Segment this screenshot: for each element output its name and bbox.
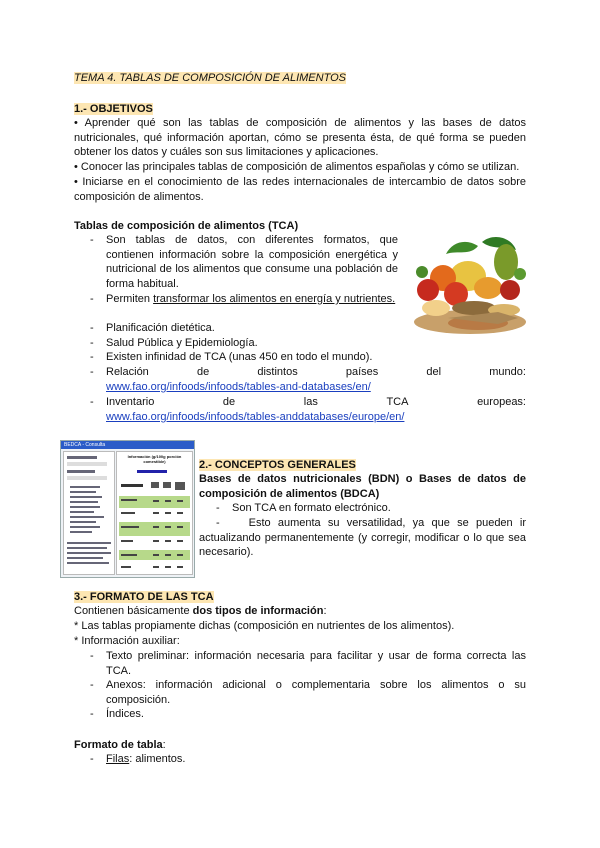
objective-1: • Aprender qué son las tablas de composición de alimentos y las bases de datos nutricionales, qué información aportan, cómo se presenta ésta, de qué forma se pueden obtener los datos y cuáles son sus limitaciones y aplicaciones. — [74, 117, 526, 159]
format-intro: Contienen básicamente dos tipos de información: — [74, 605, 327, 617]
word: países — [345, 366, 379, 378]
software-screenshot-icon: BEDCA - Consulta Información (g/100g porción comestible) — [60, 440, 195, 578]
word: del — [426, 366, 442, 378]
list-item: - Inventario de las TCA europeas: www.fao.org/infoods/infoods/tables-anddatabases/europe/en/ — [90, 396, 526, 423]
word: las — [303, 396, 318, 408]
section-3-heading: 3.- FORMATO DE LAS TCA — [74, 591, 214, 603]
word: europeas: — [477, 396, 526, 408]
tca-list: - Son tablas de datos, con diferentes formatos, que contienen información sobre la composición energética y nutricional de los alimentos que consume una población de forma habitual. - Permiten transformar los alimentos en energía y nutrientes. - Planificación dietética. - Salud Pública y Epidemiología. - Existen infinidad de TCA (unas 450 en todo el mundo). — [90, 234, 398, 363]
list-item: - Son TCA en formato electrónico. — [216, 502, 391, 514]
objective-2: • Conocer las principales tablas de composición de alimentos españolas y cómo se utilizan. — [74, 161, 520, 173]
word: mundo: — [489, 366, 526, 378]
word: distintos — [257, 366, 298, 378]
word: Inventario — [106, 396, 155, 408]
section-2-heading: 2.- CONCEPTOS GENERALES — [199, 459, 356, 471]
word: Relación — [106, 366, 149, 378]
list-item: - Índices. — [90, 708, 144, 720]
word: de — [222, 396, 236, 408]
objective-3: • Iniciarse en el conocimiento de las redes internacionales de intercambio de datos sobre composición de alimentos. — [74, 176, 526, 203]
bdn-item-2: - Esto aumenta su versatilidad, ya que se pueden ir actualizando permanentemente (y corregir, modificar o lo que sea necesario). — [199, 517, 527, 559]
tca-heading: Tablas de composición de alimentos (TCA) — [74, 220, 299, 232]
food-photo-icon — [408, 228, 530, 340]
table-format-heading: Formato de tabla: — [74, 739, 166, 751]
tca-item-1: Son tablas de datos, con diferentes formatos, que contienen información sobre la composición energética y nutricional de los alimentos que consume una población de forma habitual. — [106, 234, 398, 290]
section-1-heading: 1.- OBJETIVOS — [74, 103, 153, 115]
word: TCA — [386, 396, 409, 408]
bdn-heading: Bases de datos nutricionales (BDN) o Bases de datos de composición de alimentos (BDCA) — [199, 473, 526, 500]
list-item: - Anexos: información adicional o complementaria sobre los alimentos o su composición. — [90, 679, 526, 706]
format-line-1: * Las tablas propiamente dichas (composición en nutrientes de los alimentos). — [74, 620, 455, 632]
page-title: TEMA 4. TABLAS DE COMPOSICIÓN DE ALIMENTOS — [74, 72, 346, 84]
fao-europe-link[interactable]: www.fao.org/infoods/infoods/tables-anddatabases/europe/en/ — [106, 410, 405, 423]
tca-item-2-underlined: transformar los alimentos en energía y nutrientes. — [153, 293, 396, 305]
list-item: - Filas: alimentos. — [90, 753, 186, 765]
tca-item-7 — [106, 395, 526, 410]
format-line-2: * Información auxiliar: — [74, 635, 180, 647]
list-item: - Relación de distintos países del mundo: www.fao.org/infoods/infoods/tables-and-databases/en/ — [90, 366, 526, 393]
tca-item-6 — [106, 365, 526, 380]
fao-tables-link[interactable]: www.fao.org/infoods/infoods/tables-and-databases/en/ — [106, 380, 371, 393]
list-item: - Texto preliminar: información necesaria para facilitar y usar de forma correcta las TCA. — [90, 650, 526, 677]
word: de — [196, 366, 210, 378]
